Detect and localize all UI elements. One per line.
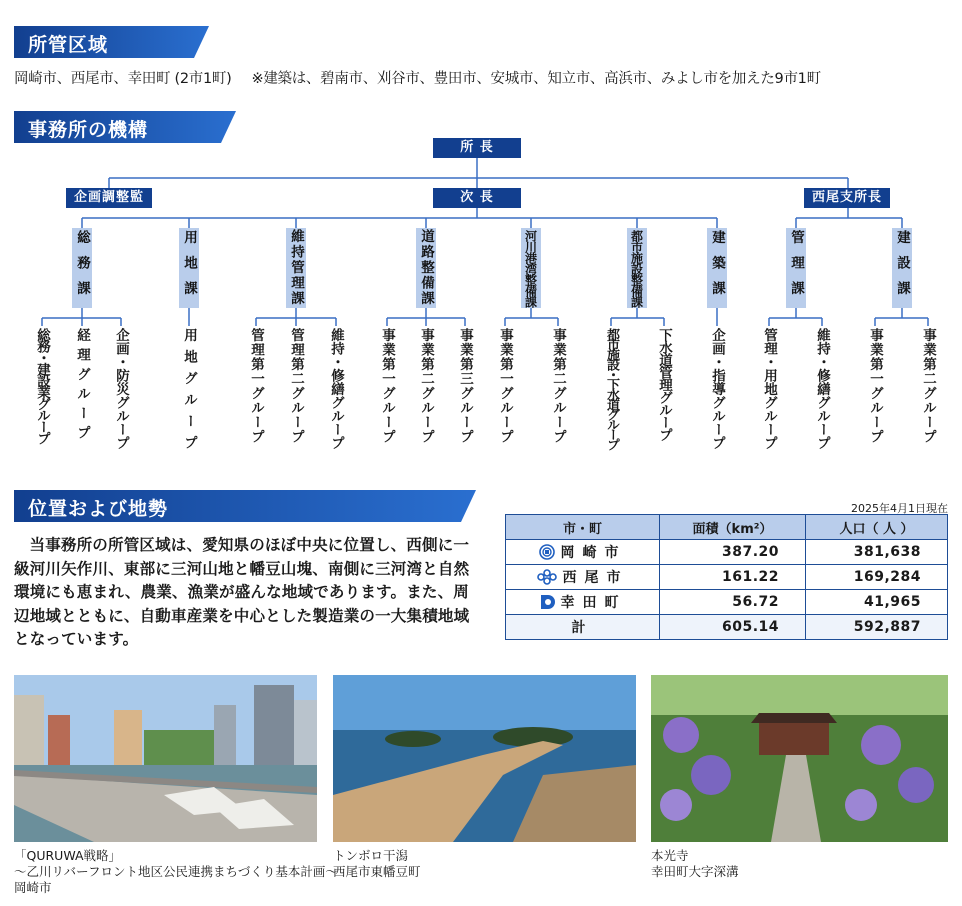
division-somu: 総務課 [74,229,90,307]
group-kanri-2: 管理第二グループ [288,328,304,444]
city-cell [506,540,660,565]
section-title-area: 所管区域 [28,34,109,56]
photo-honkoji-image [651,675,948,842]
col-header-population: 人口（ 人 ） [806,515,948,540]
group-gesuido-kanri: 下水道管理グループ [656,328,672,441]
photo-tombolo-image [333,675,636,842]
total-label: 計 [506,615,660,640]
caption-line: 「QURUWA戦略」 [14,848,122,863]
caption-line: 幸田町大字深溝 [651,864,739,879]
group-kikaku-shido: 企画・指導グループ [709,328,725,450]
table-header-row [506,515,948,540]
director-box: 所 長 [433,138,521,158]
kota-emblem-icon [539,594,555,610]
table-total-row [506,615,948,640]
group-kanri-1: 管理第一グループ [248,328,264,444]
group-kasen-jigyo-2: 事業第二グループ [550,328,566,444]
photo-caption-honkoji [651,848,739,880]
division-iji-kanri: 維持管理課 [288,229,304,307]
group-iji-shuzen: 維持・修繕グループ [328,328,344,450]
division-kanri: 管理課 [788,229,804,307]
photo-quruwa [14,675,317,842]
population-table [505,514,948,640]
division-kensetsu: 建設課 [894,229,910,307]
division-toshi-shisetsu: 都市施設整備課 [627,228,647,308]
total-population: 592,887 [806,615,948,640]
okazaki-emblem-icon [539,544,555,560]
caption-line: 本光寺 [651,848,689,863]
col-header-area: 面積（km²） [660,515,806,540]
area-description [14,67,821,88]
caption-line: 岡崎市 [14,880,52,895]
population-cell: 169,284 [806,565,948,590]
city-cell [506,590,660,615]
planning-coordinator-box: 企画調整監 [66,188,152,208]
population-cell: 41,965 [806,590,948,615]
section-header-geo [14,490,476,522]
geo-description: 当事務所の所管区域は、愛知県のほぼ中央に位置し、西側に一級河川矢作川、東部に三河山地と幡豆山塊、南側に三河湾と自然環境にも恵まれ、農業、漁業が盛んな地域であります。また、周辺地域とともに、自動車産業を中心とした製造業の一大集積地域となっています。 [14,536,470,648]
nishio-emblem-icon [537,569,557,585]
division-kasen-kowan: 河川港湾整備課 [521,228,541,308]
photo-honkoji [651,675,948,842]
photo-caption-quruwa [14,848,338,896]
city-cell [506,565,660,590]
area-cell: 161.22 [660,565,806,590]
group-kensetsu-jigyo-2: 事業第二グループ [920,328,936,444]
division-kenchiku: 建築課 [709,229,725,307]
group-kensetsu-jigyo-1: 事業第一グループ [867,328,883,444]
city-name: 岡崎市 [560,545,627,561]
nishio-branch-chief-box: 西尾支所長 [804,188,890,208]
section-title-geo: 位置および地勢 [28,498,169,520]
group-doro-jigyo-3: 事業第三グループ [457,328,473,444]
total-area: 605.14 [660,615,806,640]
group-nishio-iji-shuzen: 維持・修繕グループ [814,328,830,450]
group-somu-kensetsugyo: 総務・建設業グループ [34,328,50,443]
table-row [506,540,948,565]
city-name: 西尾市 [562,570,629,586]
group-kikaku-bosai: 企画・防災グループ [113,328,129,450]
group-yochi: 用地グループ [181,328,197,457]
area-main-text: 岡崎市、西尾市、幸田町 (2市1町) [14,71,232,87]
group-doro-jigyo-2: 事業第二グループ [418,328,434,444]
city-name: 幸田町 [560,595,627,611]
area-note-text: ※建築は、碧南市、刈谷市、豊田市、安城市、知立市、高浜市、みよし市を加えた9市1町 [251,71,821,87]
col-header-city: 市・町 [506,515,660,540]
population-cell: 381,638 [806,540,948,565]
group-kanri-yochi: 管理・用地グループ [761,328,777,450]
org-chart [0,130,962,470]
caption-line: 西尾市東幡豆町 [333,864,421,879]
photo-tombolo [333,675,636,842]
photo-quruwa-image [14,675,317,842]
area-cell: 387.20 [660,540,806,565]
section-header-area [14,26,209,58]
photo-caption-tombolo [333,848,421,880]
group-doro-jigyo-1: 事業第一グループ [379,328,395,444]
caption-line: ～乙川リバーフロント地区公民連携まちづくり基本計画～ [14,864,338,879]
area-cell: 56.72 [660,590,806,615]
table-as-of-date: 2025年4月1日現在 [851,502,948,515]
division-doro-seibi: 道路整備課 [418,229,434,307]
division-yochi: 用地課 [181,229,197,307]
group-keiri: 経理グループ [74,328,90,445]
group-kasen-jigyo-1: 事業第一グループ [497,328,513,444]
table-row [506,565,948,590]
caption-line: トンボロ干潟 [333,848,409,863]
section-title-org: 事務所の機構 [28,119,149,141]
table-row [506,590,948,615]
deputy-director-box: 次 長 [433,188,521,208]
group-toshi-gesuido: 都市施設・下水道グループ [604,328,619,448]
